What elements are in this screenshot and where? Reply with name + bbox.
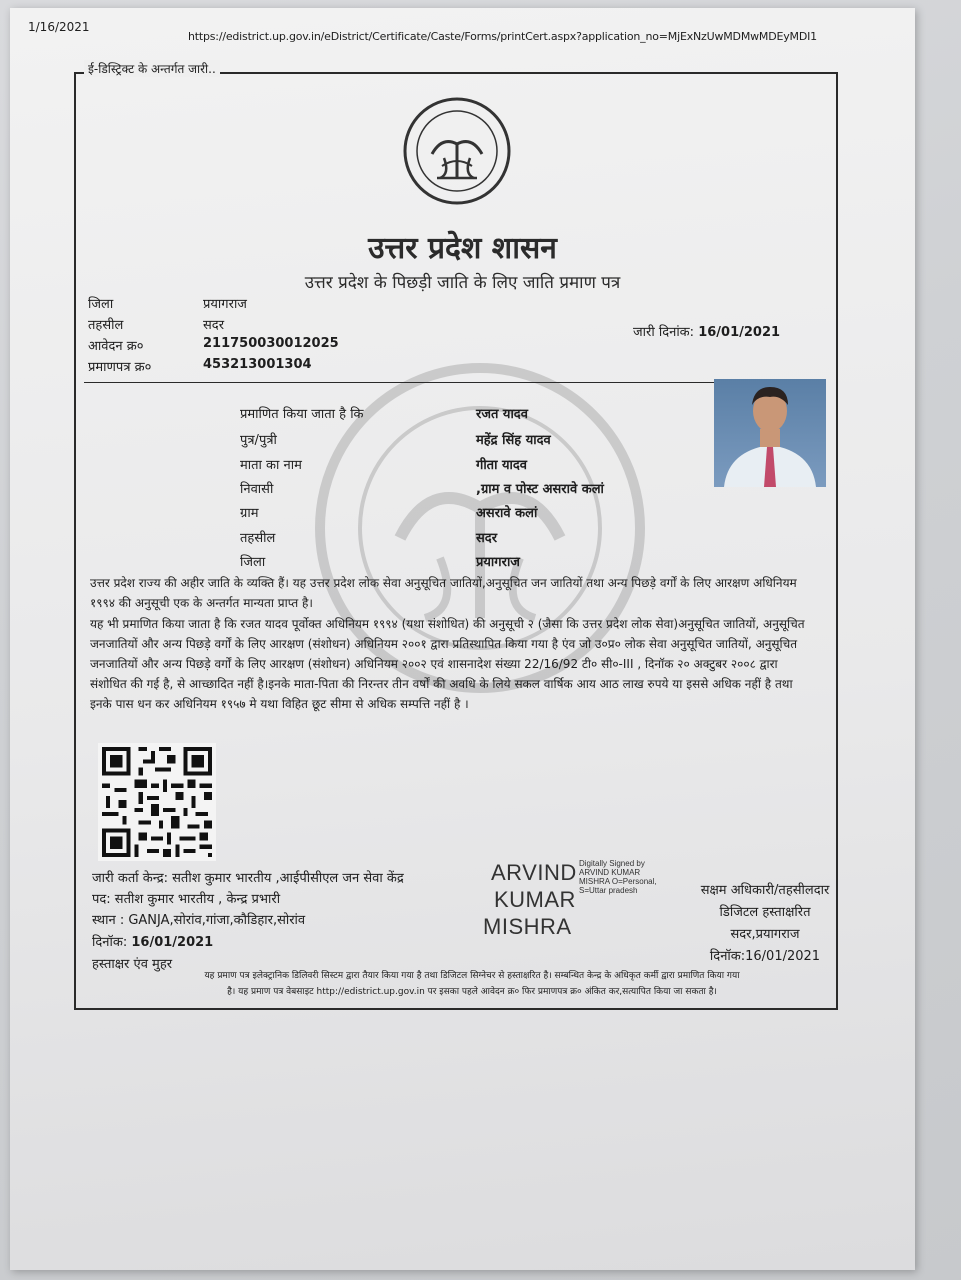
meta-label-tehsil: तहसील [88,318,124,333]
person-label-village: ग्राम [240,506,259,521]
signature-seal-label: हस्ताक्षर एंव मुहर [92,957,173,972]
digital-sig-line-2: ARVIND KUMAR [579,868,641,877]
issuer-date-value: 16/01/2021 [131,935,214,950]
person-value-father: महेंद्र सिंह यादव [476,433,551,448]
print-date: 1/16/2021 [28,20,90,34]
officer-office: सदर,प्रयागराज [730,927,800,942]
person-value-district: प्रयागराज [476,555,520,570]
issuing-centre: जारी कर्ता केन्द्र: सतीश कुमार भारतीय ,आईपीसीएल जन सेवा केंद्र [92,871,404,886]
officer-digital-signed: डिजिटल हस्ताक्षरित [719,905,811,920]
person-label-tehsil: तहसील [240,531,276,546]
person-label-district: जिला [240,555,266,570]
person-value-resident: ,ग्राम व पोस्ट असरावे कलां [476,482,604,497]
person-label-son-daughter: पुत्र/पुत्री [240,433,277,448]
signer-last-name: MISHRA [483,914,572,939]
meta-value-application-no: 211750030012025 [203,336,339,351]
issuer-date [92,932,213,950]
footnote-line-1: यह प्रमाण पत्र इलेक्ट्रानिक डिलिवरी सिस्टम द्वारा तैयार किया गया है तथा डिजिटल सिग्नेचर से हस्ताक्षरित है। सम्बन्धित केन्द्र के अधिकृत कर्मी द्वारा प्रमाणित किया गया [204,971,740,981]
meta-label-district: जिला [88,297,114,312]
meta-value-district: प्रयागराज [203,297,247,312]
meta-value-certificate-no: 453213001304 [203,357,312,372]
person-value-village: असरावे कलां [476,506,538,521]
person-value-name: रजत यादव [476,407,528,422]
issue-date [633,322,780,340]
up-government-emblem-icon [402,96,512,206]
person-label-mother: माता का नाम [240,458,302,473]
certificate-paragraph-2: यह भी प्रमाणित किया जाता है कि रजत यादव पूर्वोक्त अधिनियम १९९४ (यथा संशोधित) की अनुसूची २ (जैसा कि उत्तर प्रदेश लोक सेवा)अनुसूचित जातियों, अनुसूचित जनजातियों और अन्य पिछड़े वर्गों के लिए आरक्षण (संशोधन) अधिनियम २००१ द्वारा प्रतिस्थापित किया गया है एंव जो उ०प्र० लोक सेवा अनुसूचित जातियों, अनुसूचित जनजातियों और अन्य पिछड़े वर्गों के लिए आरक्षण (संशोधन) अधिनियम २००२ एवं शासनादेश संख्या 22/16/92 टी० सी०-III , दिनॉक २० अक्टुबर २००८ द्वारा संशोधित की गई है, से आच्छादित नहीं है।इनके माता-पिता की निरन्तर तीन वर्षों की अवधि के लिये सकल वार्षिक आय आठ लाख रुपये या इससे अधिक नहीं है तथा इनके पास धन कर अधिनियम १९५७ मे यथा विहित छूट सीमा से अधिक सम्पत्ति नहीं है । [90,617,805,711]
issuer-location: स्थान : GANJA,सोरांव,गांजा,कौडिहार,सोरांव [92,913,306,928]
person-label-resident: निवासी [240,482,274,497]
officer-date: दिनॉक:16/01/2021 [709,949,821,964]
certificate-paragraph-1: उत्तर प्रदेश राज्य की अहीर जाति के व्यक्ति हैं। यह उत्तर प्रदेश लोक सेवा अनुसूचित जातियों,अनुसूचित जन जातियों तथा अन्य पिछड़े वर्गों के लिए आरक्षण अधिनियम १९९४ की अनुसूची एक के अन्तर्गत मान्यता प्राप्त है। [90,576,797,610]
meta-label-certificate-no: प्रमाणपत्र क्र० [88,360,152,375]
applicant-photo [714,379,826,487]
digital-sig-line-3: MISHRA O=Personal, [579,877,657,886]
person-value-tehsil: सदर [476,531,498,546]
meta-value-tehsil: सदर [203,318,225,333]
certificate-subtitle: उत्तर प्रदेश के पिछड़ी जाति के लिए जाति प्रमाण पत्र [304,273,621,293]
issue-date-value: 16/01/2021 [698,325,781,340]
person-value-mother: गीता यादव [476,458,528,473]
person-label-certified: प्रमाणित किया जाता है कि [240,407,364,422]
digital-sig-line-4: S=Uttar pradesh [579,886,638,895]
person-icon [714,379,826,487]
issuer-designation: पद: सतीश कुमार भारतीय , केन्द्र प्रभारी [92,892,281,907]
digital-sig-line-1: Digitally Signed by [579,859,645,868]
signer-first-name: ARVIND [491,860,577,885]
footnote-line-2: है। यह प्रमाण पत्र वेबसाइट http://edistrict.up.gov.in पर इसका पहले आवेदन क्र० फिर प्रमाणपत्र क्र० अंकित कर,सत्यापित किया जा सकता है। [227,987,717,997]
meta-label-application-no: आवेदन क्र० [88,339,144,354]
issuer-date-label: दिनॉक: [92,935,128,950]
issued-under-text: ई-डिस्ट्रिक्ट के अन्तर्गत जारी.. [84,60,220,77]
officer-title: सक्षम अधिकारी/तहसीलदार [700,883,830,898]
certificate-title: उत्तर प्रदेश शासन [368,231,557,266]
qr-code-icon [96,743,218,861]
digital-signature-info [579,859,679,895]
issue-date-label: जारी दिनांक: [633,325,695,340]
certificate-paper [10,8,915,1270]
print-url: https://edistrict.up.gov.in/eDistrict/Certificate/Caste/Forms/printCert.aspx?application_no=MjExNzUwMDMwMDEyMDI1 [188,30,817,43]
signer-middle-name: KUMAR [494,887,576,912]
